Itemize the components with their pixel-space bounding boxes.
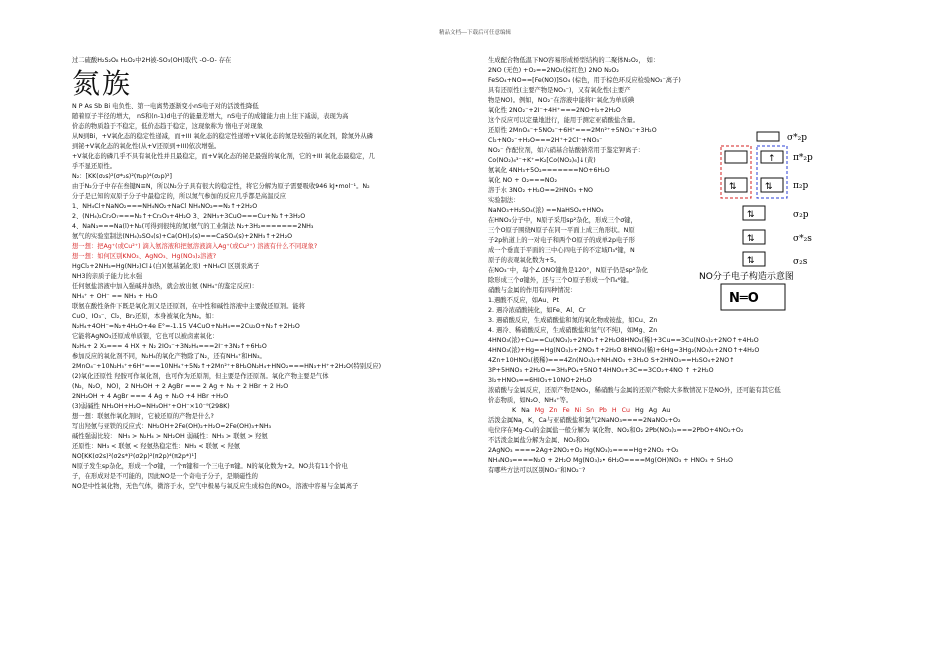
text-line: 4HNO₃(浓)+Hg==Hg(NO₃)₂+2NO₂↑+2H₂O 8HNO₃(稀)+6Hg=3Hg₂(NO₃)₂+2NO↑+4H₂O [488, 347, 760, 354]
text-line: 价态的物质趋于不稳定，低价态趋于稳定，这现象称为 惰电子对现象 [72, 123, 263, 130]
text-line: 2NO (无色) +O₂==2NO₂(棕红色) 2NO N₂O₂ [488, 67, 619, 74]
text-line: 分子是已知的双原子分子中最稳定的，所以氮气参加的反应几乎都是高温反应 [72, 193, 287, 200]
text-line: 成一个垂直于平面的三中心四电子的不定域Π₃⁴键，N [488, 247, 635, 254]
text-line: NaNO₃+H₂SO₄(浓) ==NaHSO₄+HNO₃ [488, 207, 604, 214]
left-text-block [72, 102, 474, 242]
metal-symbol: Hg [635, 407, 644, 414]
metal-symbol: Fe [562, 407, 570, 414]
text-line: HgCl₂+2NH₃=Hg(NH₂)Cl↓(白)(氨基氯化汞) +NH₄Cl 区别汞离子 [72, 263, 260, 270]
svg-text:⇅: ⇅ [747, 210, 755, 220]
text-line: 活泼金属Na，K，Ca与亚硝酸盐和氯气2NaNO₃====2NaNO₂+O₂ [488, 417, 681, 424]
text-line: 2、(NH₄)₂Cr₂O₇===N₂↑+Cr₂O₃+4H₂O 3、2NH₃+3CuO===Cu+N₂↑+3H₂O [72, 213, 306, 220]
text-line: 3I₂+HNO₃==6HIO₃+10NO+2H₂O [488, 377, 592, 384]
text-line: (3)弱碱性 NH₂OH+H₂O=NH₃OH⁺+OH⁻×10⁻⁹(298K) [72, 403, 230, 410]
text-line: 浓硝酸与金属反应，还原产物是NO₂，稀硝酸与金属的还原产物除大多数情况下是NO外，还可能有其它低 [488, 387, 781, 394]
text-line: 除形成三个σ键外，还与三个O原子形成一个Π₄⁶键。 [488, 277, 633, 284]
label-sigma2p: σ₂p [793, 210, 809, 220]
text-line: 1、NH₄Cl+NaNO₂===NH₄NO₂+NaCl NH₄NO₂==N₂↑+2H₂O [72, 203, 258, 210]
text-line: 原子的表观氧化数为+5。 [488, 257, 561, 264]
text-line: 3P+5HNO₃ +2H₂O==3H₃PO₄+5NO↑4HNO₃+3C==3CO₂+4NO ↑ +2H₂O [488, 367, 714, 374]
svg-text:⇅: ⇅ [747, 256, 755, 266]
text-line: NH3的亲质子能力比水强 [72, 273, 143, 280]
text-line: 不活泼金属盐分解为金属、NO₂和O₂ [488, 437, 590, 444]
label-pi2p-star: π*₂p [793, 153, 813, 163]
text-line: 参加反应的氧化剂不同，N₂H₄的氧化产物除了N₂，还有NH₄⁺和HN₃。 [72, 353, 266, 360]
text-line: 在NO₃⁻中，每个∠ONO键角是120°，N原子仍是sp²杂化 [488, 267, 648, 274]
right-text-block-3 [488, 416, 888, 476]
text-line: FeSO₄+NO==[Fe(NO)]SO₄ (棕色，用于棕色环反应检验NO₃⁻离子) [488, 77, 681, 84]
metal-symbol: Zn [549, 407, 558, 414]
text-line: 到铋+V氧化态的氧化性(从+V还原到+III)依次增强。 [72, 143, 221, 150]
orbital-sigma2p-star [757, 132, 807, 143]
question-red-1: 想一想：把Ag⁺(或Cu²⁺) 滴入氨溶液和把氨溶液滴入Ag⁺(或Cu²⁺) 溶液有什么不同现象? [72, 243, 318, 250]
text-line: 4Zn+10HNO₃(极稀)===4Zn(NO₃)₂+NH₄NO₃ +3H₂O S+2HNO₃==H₂SO₄+2NO↑ [488, 357, 735, 364]
left-text-block-2 [72, 262, 474, 492]
orbital-sigma2p [743, 206, 809, 220]
text-line: N₂H₄+4OH⁻=N₂+4H₂O+4e E°=-1.15 V4CuO+N₂H₄==2Cu₂O+N₂↑+2H₂O [72, 323, 300, 330]
text-line: (N₂，N₂O，NO)，2 NH₂OH + 2 AgBr === 2 Ag + N₂ + 2 HBr + 2 H₂O [72, 383, 289, 390]
text-line: 4HNO₃(浓)+Cu==Cu(NO₃)₂+2NO₂↑+2H₂O8HNO₃(稀)+3Cu==3Cu(NO₃)₂+2NO↑+4H₂O [488, 337, 759, 344]
text-line: 1.遇酸不反应，如Au、Pt [488, 297, 559, 304]
svg-text:⇅: ⇅ [747, 234, 755, 244]
text-line: NO₂⁻ 作配位剂，如六硝基合钴酸钠常用于鉴定钾离子： [488, 147, 645, 154]
diagram-caption: NO分子电子构造示意图 [699, 272, 794, 282]
text-line: 在HNO₃分子中，N原子采用sp²杂化，形成三个σ键， [488, 217, 637, 224]
metal-symbol: Cu [621, 407, 631, 414]
orbital-sigma2s-star [743, 230, 812, 244]
label-pi2p: π₂p [793, 181, 809, 191]
text-line: 4、NaN₃===Na(l)+N₂(可得到很纯的氮)氨气的工业制法 N₂+3H₂=======2NH₃ [72, 223, 314, 230]
text-line: 氧化性 2NO₂⁻+2I⁻+4H⁺===2NO+I₂+2H₂O [488, 107, 621, 114]
text-line: 由于N₂分子中存在叁键N≡N，所以N₂分子具有很大的稳定性，将它分解为原子需要吸收946 kJ•mol⁻¹。N₂ [72, 183, 370, 190]
text-line: N₂H₄+ 2 X₂=== 4 HX + N₂ 2IO₃⁻+3N₂H₄===2I⁻+3N₂↑+6H₂O [72, 343, 267, 350]
question-red-2: 想一想：如何区别KNO₃、AgNO₃、Hg(NO₃)₂溶液? [72, 253, 217, 260]
left-line0: 过二硫酸H₂S₂O₈ H₂O₂中2H被-SO₃(OH)取代 -O-O- 存在 [72, 57, 232, 64]
svg-text:⇅: ⇅ [729, 182, 737, 192]
text-line: N原子发生sp杂化，形成一个σ键，一个π键和一个三电子π键。N的氧化数为+2。NO共有11个价电 [72, 463, 348, 470]
text-line: NH₄NO₃====N₂O + 2H₂O Mg(NO₃)₂• 6H₂O====Mg(OH)NO₃ + HNO₃ + 5H₂O [488, 457, 733, 464]
text-line: 随着原子半径的增大， nS和(n-1)d电子的能量差增大，nS电子的成键能力由上往下减弱，表现为高 [72, 113, 349, 120]
text-line: 2MnO₄⁻+10N₂H₅⁺+6H⁺===10NH₄⁺+5N₂↑+2Mn²⁺+8H₂ON₂H₄+HNO₂===HN₃+H⁺+2H₂O(特别反应) [72, 363, 382, 370]
text-line: 电位序在Mg-Cu的金属盐一般分解为 氧化物、NO₂和O₂ 2Pb(NO₃)₂===2PbO+4NO₂+O₂ [488, 427, 744, 434]
text-line: 任何氨盐溶液中加入强碱并加热，就会放出氨 (NH₄⁺的鉴定反应)： [72, 283, 258, 290]
text-line: +V氧化态的磷几乎不具有氧化性并且最稳定，而+V氧化态的铋是最强的氧化剂，它的+III 氧化态最稳定，几 [72, 153, 375, 160]
text-line: NO[KK(σ2s)²(σ2s*)²(σ2p)²(π2p)⁴(π2p*)¹] [72, 453, 197, 460]
label-sigma2p-star: σ*₂p [787, 133, 808, 143]
page-header: 精品文档---下载后可任意编辑 [439, 30, 511, 36]
text-line: 从N到Bi，+V氧化态的稳定性递减，而+III 氧化态的稳定性递增+V氧化态的氮是较强的氧化剂，除氮外从磷 [72, 133, 373, 140]
text-line: N₂：[KK(σ₂s)²(σ*₂s)²(π₂p)⁴(σ₂p)²] [72, 173, 173, 180]
text-line: 2NH₂OH + 4 AgBr === 4 Ag + N₂O +4 HBr +H₂O [72, 393, 229, 400]
text-line: 4. 遇冷、稀硝酸反应，生成硝酸盐和氢气(不纯)，如Mg、Zn [488, 327, 658, 334]
right-text-block [488, 56, 888, 86]
metal-symbol: Ag [648, 407, 658, 414]
text-line: 硝酸与金属的作用有四种情况： [488, 287, 577, 294]
text-line: (2)氧化还原性 羟胺可作氧化剂，也可作为还原剂，但主要是作还原剂。氧化产物主要是气体 [72, 373, 329, 380]
metal-symbol: Pb [599, 407, 607, 414]
text-line: 它能将AgNO₃还原成单质银，它也可以被卤素氧化： [72, 333, 219, 340]
text-line: N P As Sb Bi 电负性、第一电离势逐渐变小nS电子对的活泼性降低 [72, 103, 259, 110]
text-line: 2. 遇冷浓硝酸钝化，如Fe、Al、Cr [488, 307, 586, 314]
text-line: 想一想：联氨作氧化剂时，它被还原的产物是什么? [72, 413, 214, 420]
text-line: 氨气的实验室制法(NH₄)₂SO₄(s)+Ca(OH)₂(s)===CaSO₄(s)+2NH₃↑+2H₂O [72, 233, 293, 240]
text-line: 氨氧化 4NH₃+5O₂=======NO+6H₂O [488, 167, 610, 174]
metal-symbol: Na [521, 407, 530, 414]
text-line: 物是NO)。例如，NO₂⁻在溶液中能将I⁻氧化为单质碘 [488, 97, 635, 104]
text-line: NO是中性氧化物，无色气体，微溶于水，空气中极易与氧反应生成棕色的NO₂，溶液中容易与金属离子 [72, 483, 359, 490]
left-column [72, 56, 474, 656]
metal-symbol: Sn [586, 407, 595, 414]
text-line: 还原性：NH₃ < 联氨 < 羟氨热稳定性：NH₃ < 联氨 < 羟氨 [72, 443, 241, 450]
text-line: 联氨在酸性条件下既是氧化剂又是还原剂，在中性和碱性溶液中主要做还原剂。能将 [72, 303, 305, 310]
text-line: 子2p轨道上的一对电子和两个O原子的成单2p电子形 [488, 237, 635, 244]
metal-symbol: K [512, 407, 517, 414]
text-line: 乎不显还原性。 [72, 163, 117, 170]
metal-symbol: Mg [534, 407, 545, 414]
text-line: Cl₂+NO₂⁻+H₂O===2H⁺+2Cl⁻+NO₃⁻ [488, 137, 603, 144]
text-line: 溶于水 3NO₂ +H₂O==2HNO₃ +NO [488, 187, 594, 194]
text-line: 价态物质，如N₂O、NH₄⁺等。 [488, 397, 573, 404]
orbital-sigma2s [743, 252, 808, 267]
metal-symbol: Au [662, 407, 671, 414]
label-sigma2s: σ₂s [793, 257, 808, 267]
section-title: 氮族 [72, 67, 133, 100]
text-line: 实验制法： [488, 197, 520, 204]
metal-series [488, 406, 888, 416]
text-line: Co(NO₂)₆³⁻+K⁺=K₂[Co(NO₂)₆]↓(黄) [488, 157, 596, 164]
metal-symbol: H [611, 407, 617, 414]
text-line: CuO、IO₃⁻、Cl₂、Br₂还原，本身被氧化为N₂。如： [72, 313, 218, 320]
text-line: 还原性 2MnO₄⁻+5NO₂⁻+6H⁺===2Mn²⁺+5NO₃⁻+3H₂O [488, 127, 657, 134]
svg-text:⇅: ⇅ [765, 182, 773, 192]
text-line: 子，在形成对是不可能的，因此NO是一个奇电子分子，是顺磁性的 [72, 473, 258, 480]
text-line: 有哪些方法可以区别NO₃⁻和NO₂⁻? [488, 467, 586, 474]
metal-symbol: Ni [574, 407, 582, 414]
lewis-structure: N═O [729, 291, 759, 306]
text-line: 这个反应可以定量地进行，能用于测定亚硝酸盐含量。 [488, 117, 640, 124]
orbital-pi2p-star [725, 151, 813, 164]
svg-text:↑: ↑ [768, 154, 776, 164]
text-line: NH₄⁺ + OH⁻ == NH₃ + H₂O [72, 293, 158, 300]
text-line: 具有还原性(主要产物是NO₃⁻)，又有氧化性(主要产 [488, 87, 631, 94]
orbital-pi2p [725, 178, 809, 192]
text-line: 写出羟氨与亚铁的反应式：NH₂OH+2Fe(OH)₂+H₂O=2Fe(OH)₃+NH₃ [72, 423, 272, 430]
text-line: 氧化 NO + O₂===NO₂ [488, 177, 558, 184]
text-line: 生成配合物低温下NO容易形成桥型结构的二聚体N₂O₂， 如： [488, 57, 660, 64]
label-sigma2s-star: σ*₂s [793, 234, 812, 244]
text-line: 2AgNO₃ ====2Ag+2NO₂+O₂ Hg(NO₃)₂====Hg+2NO₂ +O₂ [488, 447, 679, 454]
text-line: 碱性强弱比较： NH₃ > N₂H₄ > NH₂OH 弱碱性：NH₃ > 联氨 > 羟氨 [72, 433, 268, 440]
no-mo-diagram [695, 126, 860, 316]
text-line: 3. 遇硝酸反应，生成硝酸盐和氮的氧化物或铵盐，如Cu、Zn [488, 317, 658, 324]
text-line: 三个O原子围绕N原子在同一平面上成三角形状。N原 [488, 227, 635, 234]
